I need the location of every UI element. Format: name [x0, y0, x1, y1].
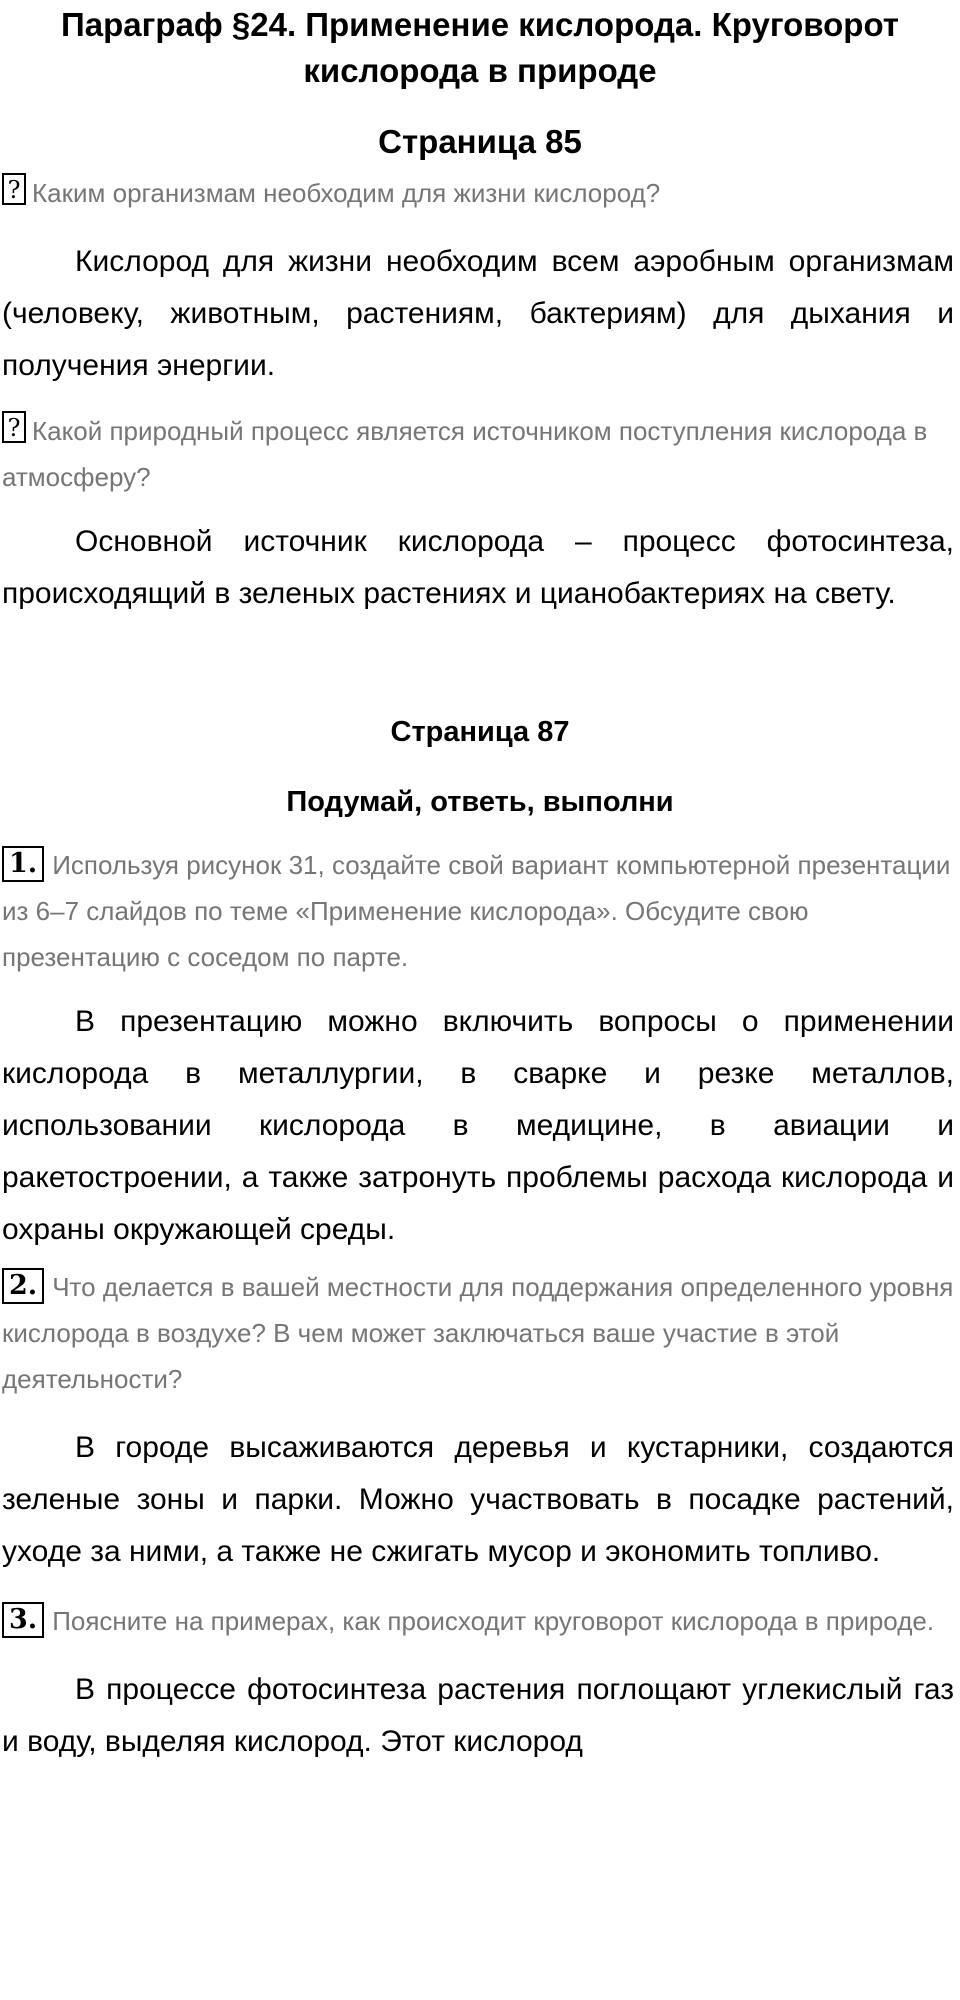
- question-2: [2, 408, 958, 500]
- question-2-text: Какой природный процесс является источником поступления кислорода в атмосферу?: [2, 416, 928, 492]
- task-3-question-text: Поясните на примерах, как происходит круговорот кислорода в природе.: [52, 1606, 935, 1636]
- page-87-heading: Страница 87: [390, 716, 570, 748]
- task-1-question: [2, 842, 958, 980]
- task-2-answer: В городе высаживаются деревья и кустарники, создаются зеленые зоны и парки. Можно участвовать в посадке растений, уходе за ними, а также не сжигать мусор и экономить топливо.: [2, 1431, 954, 1568]
- title-line-1: Параграф §24. Применение кислорода. Круговорот: [61, 6, 899, 43]
- task-2-question-text: Что делается в вашей местности для поддержания определенного уровня кислорода в воздухе? В чем может заключаться ваше участие в этой деятельности?: [2, 1272, 954, 1394]
- paragraph-title: [2, 0, 958, 96]
- question-1-text: Каким организмам необходим для жизни кислород?: [32, 178, 661, 208]
- page-85-heading: Страница 85: [378, 123, 582, 160]
- task-3-question: [2, 1598, 958, 1644]
- title-line-2: кислорода в природе: [303, 52, 657, 89]
- section-heading: Подумай, ответь, выполни: [286, 786, 674, 818]
- answer-1: Кислород для жизни необходим всем аэробным организмам (человеку, животным, растениям, бактериям) для дыхания и получения энергии.: [2, 245, 954, 382]
- task-1-answer: В презентацию можно включить вопросы о применении кислорода в металлургии, в сварке и резке металлов, использовании кислорода в медицине, в авиации и ракетостроении, а также затронуть проблемы расхода кислорода и охраны окружающей среды.: [2, 1005, 954, 1246]
- task-number-badge: 3.: [2, 1602, 44, 1638]
- task-3-answer: В процессе фотосинтеза растения поглощают углекислый газ и воду, выделяя кислород. Этот кислород: [2, 1673, 954, 1758]
- task-number-badge: 1.: [2, 846, 44, 882]
- answer-2: Основной источник кислорода – процесс фотосинтеза, происходящий в зеленых растениях и цианобактериях на свету.: [2, 525, 954, 610]
- question-mark-icon: ?: [2, 411, 26, 443]
- task-2-question: [2, 1264, 958, 1402]
- task-1-question-text: Используя рисунок 31, создайте свой вариант компьютерной презентации из 6–7 слайдов по теме «Применение кислорода». Обсудите свою презентацию с соседом по парте.: [2, 850, 951, 972]
- question-1: [2, 170, 958, 216]
- task-number-badge: 2.: [2, 1268, 44, 1304]
- question-mark-icon: ?: [2, 173, 26, 205]
